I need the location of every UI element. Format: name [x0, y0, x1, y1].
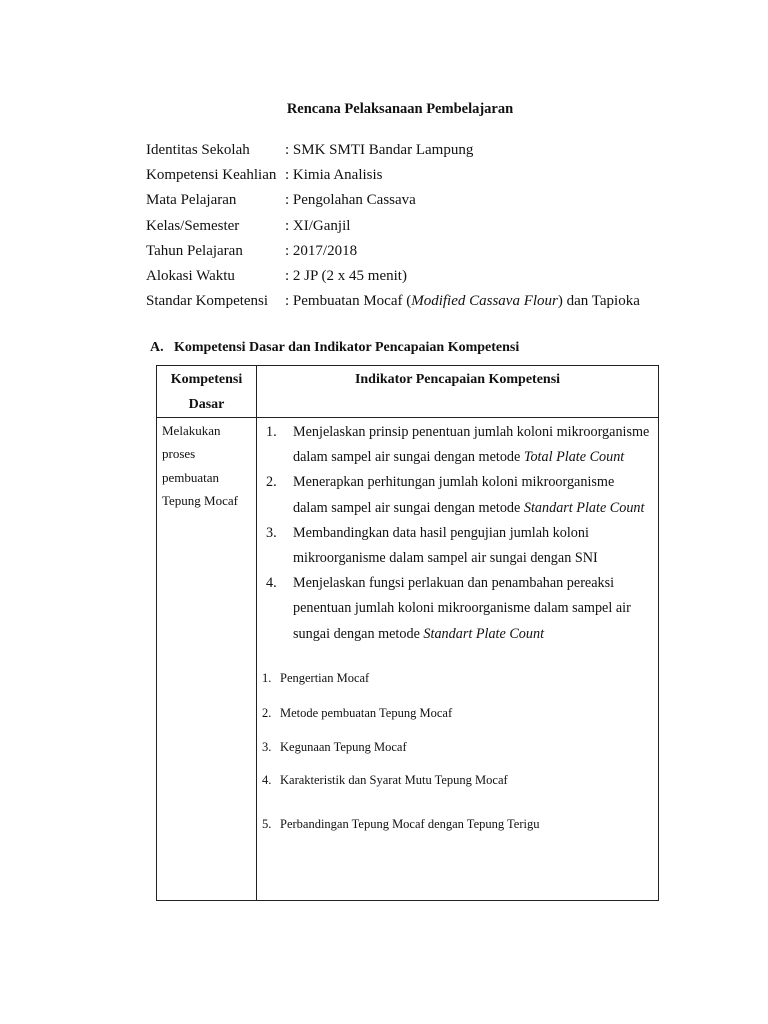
- indicator-number: 1.: [266, 424, 277, 440]
- section-title: Kompetensi Dasar dan Indikator Pencapaian Kompetensi: [174, 340, 520, 355]
- identity-row-class: [146, 214, 640, 239]
- indicator-text: [293, 420, 652, 470]
- header-ipk-cell: [257, 366, 659, 418]
- identity-row-subject: [146, 188, 640, 213]
- material-list: [257, 647, 658, 832]
- identity-label: Tahun Pelajaran: [146, 242, 243, 259]
- material-item: [262, 773, 658, 817]
- indicator-text: [293, 521, 652, 571]
- section-letter: A.: [150, 340, 164, 355]
- identity-value: [285, 293, 640, 310]
- indicator-text-italic: Total Plate Count: [523, 449, 625, 466]
- header-kd-line2: Dasar: [188, 397, 225, 412]
- material-number: 5.: [262, 816, 272, 831]
- identity-row-standard: [146, 289, 640, 314]
- material-number: 4.: [262, 772, 272, 787]
- indicator-number: 3.: [266, 524, 277, 541]
- material-item: [262, 671, 658, 706]
- indicator-text-italic: Standart Plate Count: [523, 499, 645, 516]
- identity-label: Alokasi Waktu: [146, 268, 235, 285]
- indicator-text-main: Menjelaskan fungsi perlakuan dan penambahan pereaksi penentuan jumlah koloni mikroorganisme dalam sampel air sungai dengan metode: [293, 575, 631, 642]
- indicator-text: [293, 470, 652, 520]
- indicator-list: [257, 418, 658, 647]
- material-text: Karakteristik dan Syarat Mutu Tepung Mocaf: [280, 772, 508, 787]
- identity-value-italic: Modified Cassava Flour: [411, 293, 558, 310]
- indicator-number: 2.: [266, 474, 277, 491]
- material-item: [262, 817, 658, 832]
- material-number: 3.: [262, 739, 272, 754]
- indicator-item: [266, 470, 652, 520]
- table-header-row: [157, 366, 659, 418]
- identity-value: : SMK SMTI Bandar Lampung: [285, 142, 474, 159]
- material-number: 2.: [262, 705, 272, 720]
- material-text: Perbandingan Tepung Mocaf dengan Tepung Terigu: [280, 816, 540, 831]
- indicator-text-main: Membandingkan data hasil pengujian jumlah koloni mikroorganisme dalam sampel air sungai dengan SNI: [293, 524, 598, 567]
- material-text: Pengertian Mocaf: [280, 670, 370, 685]
- indicator-text: [293, 571, 652, 647]
- indicator-item: [266, 571, 652, 647]
- header-kd-line1: Kompetensi: [170, 372, 243, 387]
- indicator-cell: [257, 418, 659, 901]
- indicator-item: [266, 521, 652, 571]
- header-kd-cell: [157, 366, 257, 418]
- indicator-item: [266, 420, 652, 470]
- identity-value: : XI/Ganjil: [285, 217, 351, 234]
- indicator-text-main: Menerapkan perhitungan jumlah koloni mikroorganisme dalam sampel air sungai dengan metode: [293, 474, 615, 516]
- kd-line: proses: [162, 446, 196, 462]
- kd-text: [157, 418, 256, 513]
- material-text: Metode pembuatan Tepung Mocaf: [280, 705, 453, 720]
- identity-row-school: [146, 138, 640, 163]
- header-ipk: Indikator Pencapaian Kompetensi: [354, 372, 561, 387]
- section-heading: [150, 340, 519, 356]
- kd-line: Melakukan: [162, 423, 221, 438]
- header-kd: [157, 366, 256, 417]
- identity-label: Standar Kompetensi: [146, 293, 269, 310]
- material-item: [262, 740, 658, 773]
- indicator-text-main: Menjelaskan prinsip penentuan jumlah koloni mikroorganisme dalam sampel air sungai dengan metode: [293, 424, 650, 466]
- identity-value: : Kimia Analisis: [285, 167, 383, 184]
- identity-value-post: ) dan Tapioka: [557, 293, 640, 310]
- competency-table: [156, 365, 659, 901]
- identity-value-pre: : Pembuatan Mocaf (: [285, 293, 412, 310]
- document-title: Rencana Pelaksanaan Pembelajaran: [286, 101, 514, 117]
- identity-value: : 2017/2018: [285, 242, 358, 259]
- material-text: Kegunaan Tepung Mocaf: [280, 739, 407, 754]
- identity-label: Identitas Sekolah: [146, 142, 250, 159]
- identity-row-year: [146, 239, 640, 264]
- identity-block: [146, 138, 640, 314]
- indicator-number: 4.: [266, 575, 277, 592]
- identity-value: : Pengolahan Cassava: [285, 192, 416, 209]
- identity-label: Mata Pelajaran: [146, 192, 237, 209]
- table-body-row: [157, 418, 659, 901]
- indicator-text-italic: Standart Plate Count: [423, 625, 545, 642]
- kd-cell: [157, 418, 257, 901]
- identity-label: Kelas/Semester: [146, 217, 240, 234]
- kd-line: Tepung Mocaf: [162, 493, 238, 509]
- material-item: [262, 706, 658, 740]
- kd-line: pembuatan: [162, 469, 220, 485]
- identity-row-time: [146, 264, 640, 289]
- material-number: 1.: [262, 670, 272, 685]
- identity-label: Kompetensi Keahlian: [146, 167, 277, 184]
- identity-value: : 2 JP (2 x 45 menit): [285, 268, 407, 285]
- identity-row-expertise: [146, 163, 640, 188]
